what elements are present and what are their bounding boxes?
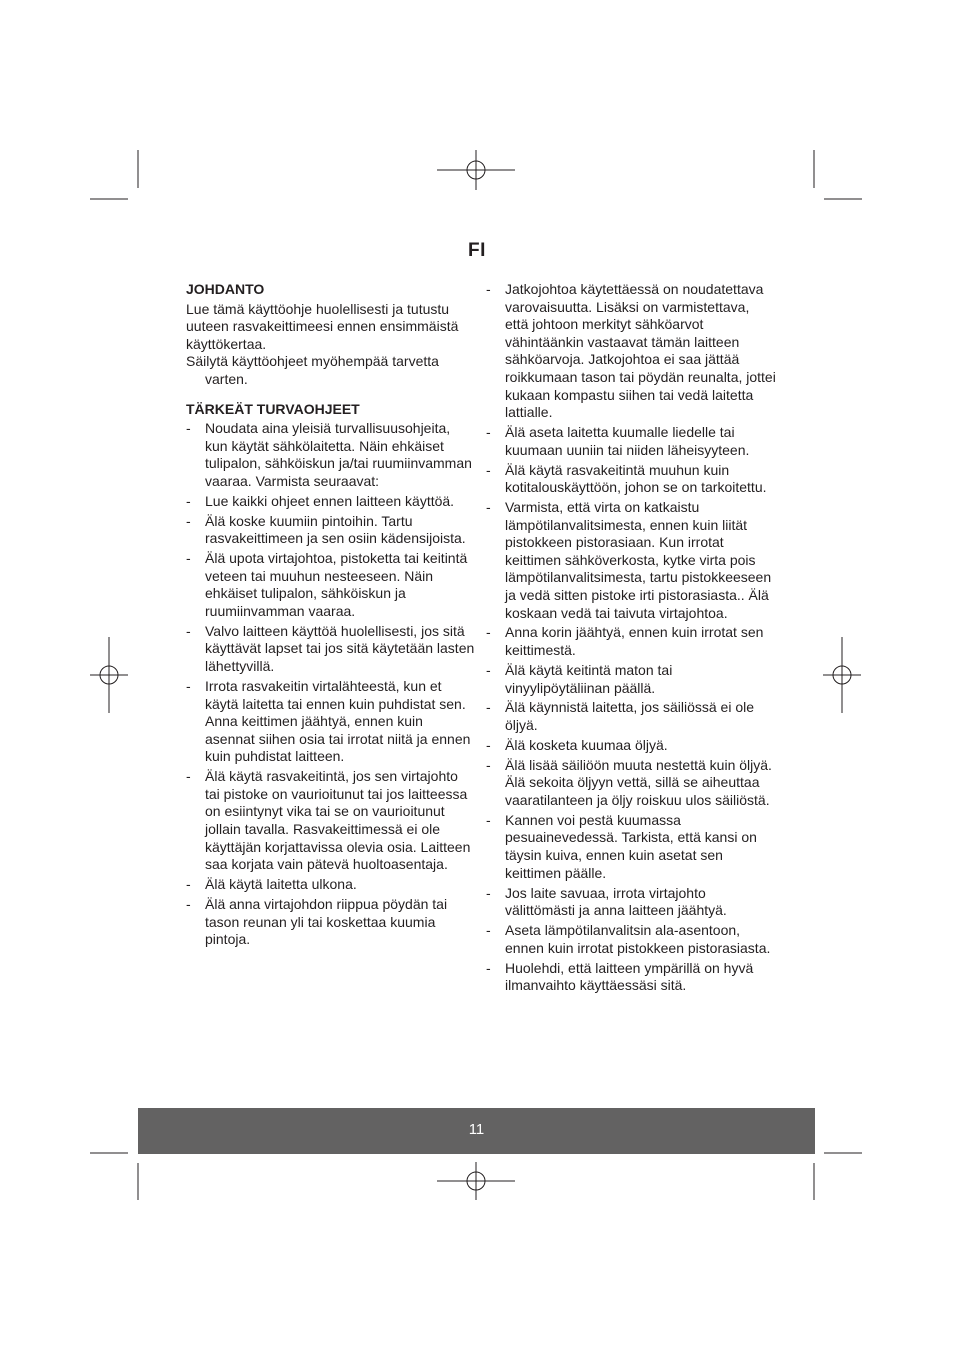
list-item: - Älä käytä rasvakeitintä, jos sen virtajohto tai pistoke on vaurioitunut tai jos laitteessa on esiintynyt vika tai se on vaurioitunut jollain tavalla. Rasvakeittimessä ei ole käyttäjän korjattavissa olevia osia. Laitteen saa korjata vain pätevä huoltoasentaja. xyxy=(186,768,471,873)
page-footer xyxy=(138,1108,815,1154)
intro-section xyxy=(186,281,476,389)
safety-heading: TÄRKEÄT TURVAOHJEET xyxy=(186,400,360,417)
left-column xyxy=(186,281,476,961)
language-code: FI xyxy=(468,240,486,261)
intro-paragraph: Lue tämä käyttöohje huolellisesti ja tutustu uuteen rasvakeittimeesi ennen ensimmäistä käyttökertaa. xyxy=(186,300,459,352)
list-item: - Älä käytä laitetta ulkona. xyxy=(186,876,357,893)
list-item: - Huolehdi, että laitteen ympärillä on hyvä ilmanvaihto käyttäessäsi sitä. xyxy=(486,959,754,994)
intro-heading: JOHDANTO xyxy=(186,281,265,297)
list-item: - Aseta lämpötilanvalitsin ala-asentoon, ennen kuin irrotat pistokkeen pistorasiasta. xyxy=(486,922,771,956)
list-item: - Valvo laitteen käyttöä huolellisesti, jos sitä käyttävät lapset tai jos sitä käytetään lasten lähettyvillä. xyxy=(186,622,475,675)
intro-paragraph: Säilytä käyttöohjeet myöhempää tarvetta varten. xyxy=(186,353,439,387)
page-number: 11 xyxy=(468,1121,485,1138)
list-item: - Irrota rasvakeitin virtalähteestä, kun et käytä laitetta tai ennen kuin puhdistat sen. Anna keittimen jäähtyä, ennen kuin asennat siihen osia tai irrotat niitä ja ennen kuin puhdistat laitteen. xyxy=(186,677,471,765)
list-item: - Älä lisää säiliöön muuta nestettä kuin öljyä. Älä sekoita öljyyn vettä, sillä se aiheuttaa vaaratilanteen ja öljy roiskuu ulos säiliöstä. xyxy=(486,756,772,808)
list-item: - Älä aseta laitetta kuumalle liedelle tai kuumaan uuniin tai niiden läheisyyteen. xyxy=(486,424,750,458)
list-item: - Noudata aina yleisiä turvallisuusohjeita, kun käytät sähkölaitetta. Näin ehkäiset tulipalon, sähköiskun ja/tai ruumiinvamman vaaraa. Varmista seuraavat: xyxy=(186,420,472,489)
registration-mark-right xyxy=(823,637,861,713)
registration-mark-bottom xyxy=(437,1162,515,1200)
list-item: - Älä kosketa kuumaa öljyä. xyxy=(486,736,668,753)
list-item: - Älä upota virtajohtoa, pistoketta tai keitintä veteen tai muuhun nesteeseen. Näin ehkäiset tulipalon, sähköiskun ja ruumiinvamman vaaraa. xyxy=(186,550,468,619)
list-item: - Varmista, että virta on katkaistu lämpötilanvalitsimesta, ennen kuin liität pistokkeen pistorasiaan. Kun irrotat keittimen sähköverkosta, kytke virta pois lämpötilanvalitsimesta, tartu pistokkeeseen ja vedä sitten pistoke irti pistorasiasta.. Älä koskaan vedä tai taivuta virtajohtoa. xyxy=(486,499,772,621)
list-item: - Älä käytä keitintä maton tai vinyylipöytäliinan päällä. xyxy=(486,661,673,696)
safety-section xyxy=(186,401,476,949)
list-item: - Älä käytä rasvakeitintä muuhun kuin kotitalouskäyttöön, johon se on tarkoitettu. xyxy=(486,461,767,496)
list-item: - Älä anna virtajohdon riippua pöydän tai tason reunan yli tai koskettaa kuumia pintoja. xyxy=(186,895,448,948)
registration-mark-top xyxy=(437,150,515,190)
registration-mark-left xyxy=(90,637,128,713)
list-item: - Jatkojohtoa käytettäessä on noudatettava varovaisuutta. Lisäksi on varmistettava, että johtoon merkityt sähköarvot vähintäänkin vastaavat tämän laitteen sähköarvoja. Jatkojohtoa ei saa jättää roikkumaan tason tai pöydän reunalta, jottei kukaan kompastu siihen tai vedä laitetta lattialle. xyxy=(486,281,776,421)
list-item: - Älä koske kuumiin pintoihin. Tartu rasvakeittimeen ja sen osiin kädensijoista. xyxy=(186,512,466,547)
safety-list-continued xyxy=(486,281,776,995)
list-item: - Älä käynnistä laitetta, jos säiliössä ei ole öljyä. xyxy=(486,699,755,734)
right-column xyxy=(486,281,776,997)
list-item: - Lue kaikki ohjeet ennen laitteen käyttöä. xyxy=(186,492,455,509)
list-item: - Anna korin jäähtyä, ennen kuin irrotat sen keittimestä. xyxy=(486,624,764,659)
safety-list xyxy=(186,420,476,949)
list-item: - Kannen voi pestä kuumassa pesuainevedessä. Tarkista, että kansi on täysin kuiva, ennen kuin asetat sen keittimen päälle. xyxy=(486,811,757,881)
list-item: - Jos laite savuaa, irrota virtajohto välittömästi ja anna laitteen jäähtyä. xyxy=(486,884,727,919)
